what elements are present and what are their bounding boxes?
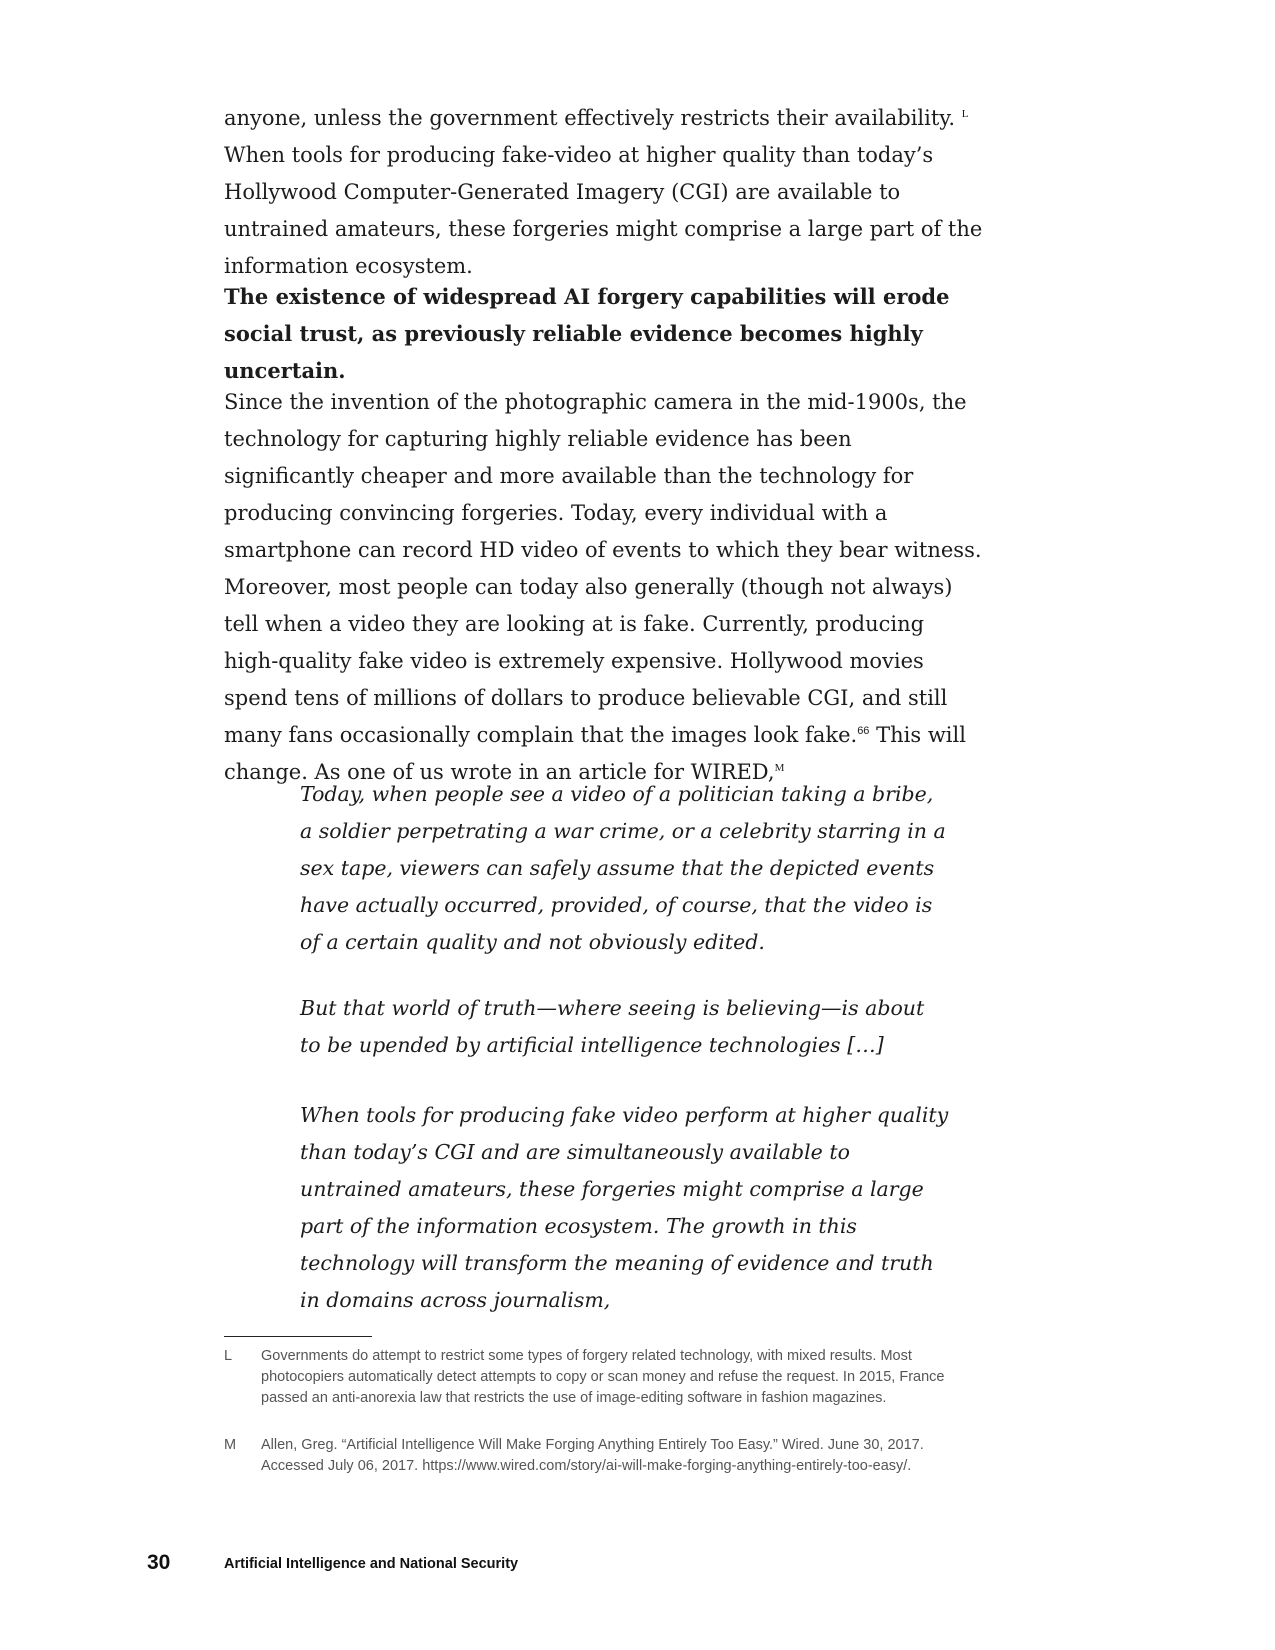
footnote-text: Governments do attempt to restrict some types of forgery related technology, with mixed results. Most photocopiers automatically detect attempts to copy or scan money and refuse the request. In 2015, France passed an anti-anorexia law that restricts the use of image-editing software in fashion magazines. [261,1348,945,1406]
body-paragraph-1 [224,100,984,285]
footnote-label: M [224,1437,237,1453]
footnote-marker-l[interactable]: L [961,108,969,120]
footnote-text: Allen, Greg. “Artificial Intelligence Will Make Forging Anything Entirely Too Easy.” Wired. June 30, 2017. Accessed July 06, 2017. https://www.wired.com/story/ai-will-make-forging-anything-entirely-too-easy/. [261,1437,924,1474]
block-quote-3: When tools for producing fake video perform at higher quality than today’s CGI and are simultaneously available to untrained amateurs, these forgeries might comprise a large part of the information ecosystem. The growth in this technology will transform the meaning of evidence and truth in domains across journalism, [300,1103,949,1312]
footnote-label: L [224,1348,233,1364]
footnote-marker-m[interactable]: M [774,762,785,774]
footnote-m [224,1435,976,1477]
citation-66[interactable]: 66 [857,725,870,737]
body-paragraph-2 [224,384,984,791]
paragraph-text: When tools for producing fake-video at higher quality than today’s Hollywood Computer-Generated Imagery (CGI) are available to untrained amateurs, these forgeries might comprise a large part of the information ecosystem. [224,143,983,278]
block-quote-1: Today, when people see a video of a politician taking a bribe, a soldier perpetrating a war crime, or a celebrity starring in a sex tape, viewers can safely assume that the depicted events have actually occurred, provided, of course, that the video is of a certain quality and not obviously edited. [300,782,946,954]
running-title: Artificial Intelligence and National Security [224,1556,519,1572]
paragraph-text: anyone, unless the government effectively restricts their availability. [224,106,962,130]
section-heading: The existence of widespread AI forgery capabilities will erode social trust, as previously reliable evidence becomes highly uncertain. [224,284,950,383]
page-number: 30 [147,1551,171,1574]
block-quote-2: But that world of truth—where seeing is believing—is about to be upended by artificial intelligence technologies […] [300,996,925,1057]
footnote-divider [224,1336,372,1337]
paragraph-text: This will change. As one of us wrote in an article for WIRED, [224,723,966,784]
paragraph-text: Since the invention of the photographic camera in the mid-1900s, the technology for capturing highly reliable evidence has been significantly cheaper and more available than the technology for producing convincing forgeries. Today, every individual with a smartphone can record HD video of events to which they bear witness. Moreover, most people can today also generally (though not always) tell when a video they are looking at is fake. Currently, producing high-quality fake video is extremely expensive. Hollywood movies spend tens of millions of dollars to produce believable CGI, and still many fans occasionally complain that the images look fake. [224,390,982,747]
footnote-l [224,1346,976,1409]
